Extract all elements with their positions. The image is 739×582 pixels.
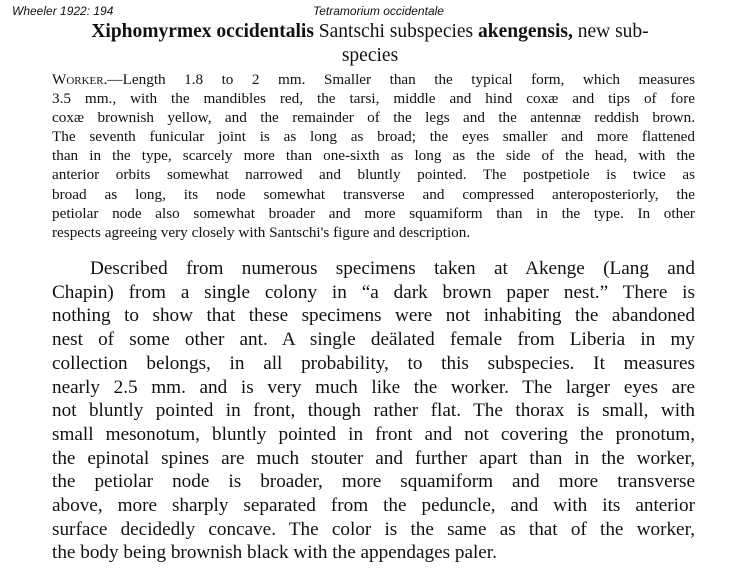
worker-line: than in the type, scarcely more than one-sixth as long as the side of the head, with the xyxy=(52,147,695,165)
description-line: not bluntly pointed in front, though rather flat. The thorax is small, with xyxy=(52,400,695,422)
title-genus-species: Xiphomyrmex occidentalis xyxy=(91,21,314,42)
worker-line: anterior orbits somewhat narrowed and bluntly pointed. The postpetiole is twice as xyxy=(52,166,695,184)
description-line: the epinotal spines are much stouter and further apart than in the worker, xyxy=(52,447,695,469)
worker-line: petiolar node also somewhat broader and more squamiform than in the type. In other xyxy=(52,204,695,222)
worker-lead: Worker. xyxy=(52,71,108,88)
description-line: nearly 2.5 mm. and is very much like the worker. The larger eyes are xyxy=(52,376,695,398)
worker-description xyxy=(52,70,695,242)
worker-line: Worker.—Length 1.8 to 2 mm. Smaller than the typical form, which measures xyxy=(52,71,695,88)
description-line: collection belongs, in all probability, to this subspecies. It measures xyxy=(52,352,695,374)
description-line: surface decidedly concave. The color is the same as that of the worker, xyxy=(52,518,695,540)
description-line: nest of some other ant. A single deälated female from Liberia in my xyxy=(52,329,695,351)
taxon-header: Tetramorium occidentale xyxy=(313,4,444,18)
worker-line: respects agreeing very closely with Santschi's figure and description. xyxy=(52,223,471,241)
specimen-description xyxy=(52,257,695,565)
description-line: the body being brownish black with the appendages paler. xyxy=(52,542,497,564)
description-line: above, more sharply separated from the peduncle, and with its anterior xyxy=(52,495,695,517)
description-line: Chapin) from a single colony in “a dark brown paper nest.” There is xyxy=(52,281,695,303)
title-author: Santschi subspecies xyxy=(318,21,474,42)
description-line: Described from numerous specimens taken at Akenge (Lang and xyxy=(90,258,695,279)
description-line: the petiolar node is broader, more squamiform and more transverse xyxy=(52,471,695,493)
worker-line: The seventh funicular joint is as long as broad; the eyes smaller and more flattened xyxy=(52,128,695,146)
citation-header: Wheeler 1922: 194 xyxy=(12,4,114,18)
worker-line: coxæ brownish yellow, and the remainder of the legs and the antennæ reddish brown. xyxy=(52,109,695,127)
title-subspecies: akengensis, xyxy=(478,21,573,42)
title-status: new sub- xyxy=(577,21,649,42)
worker-line: broad as long, its node somewhat transverse and compressed anteroposteriorly, the xyxy=(52,185,695,203)
species-title xyxy=(10,20,730,68)
description-line: nothing to show that these specimens were not inhabiting the abandoned xyxy=(52,305,695,327)
description-line: small mesonotum, bluntly pointed in front and not covering the pronotum, xyxy=(52,423,695,445)
worker-line: 3.5 mm., with the mandibles red, the tarsi, middle and hind coxæ and tips of fore xyxy=(52,90,695,108)
title-status-cont: species xyxy=(341,45,399,66)
